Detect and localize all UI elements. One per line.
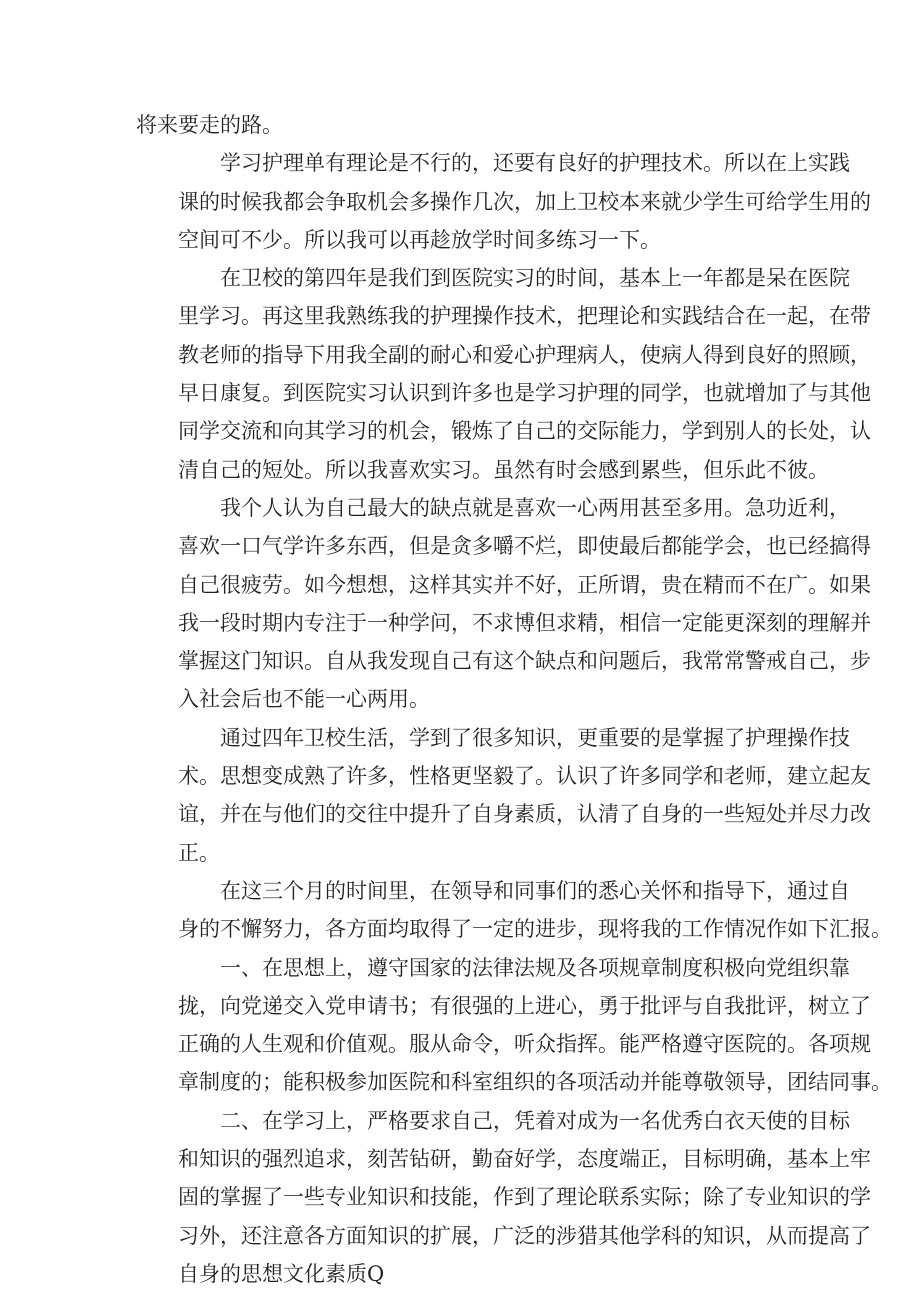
text-line: 同学交流和向其学习的机会，锻炼了自己的交际能力，学到别人的长处，认 bbox=[178, 419, 871, 444]
paragraph bbox=[136, 719, 871, 872]
text-line: 课的时候我都会争取机会多操作几次，加上卫校本来就少学生可给学生用的 bbox=[178, 189, 871, 214]
text-line: 正。 bbox=[178, 840, 220, 865]
text-line: 在卫校的第四年是我们到医院实习的时间，基本上一年都是呆在医院 bbox=[220, 266, 850, 291]
text-line: 固的掌握了一些专业知识和技能，作到了理论联系实际；除了专业知识的学 bbox=[178, 1185, 871, 1210]
text-line: 谊，并在与他们的交往中提升了自身素质，认清了自身的一些短处并尽力改 bbox=[178, 802, 871, 827]
paragraph bbox=[136, 1102, 871, 1293]
text-line: 一、在思想上，遵守国家的法律法规及各项规章制度积极向党组织靠 bbox=[220, 955, 850, 980]
text-line: 自己很疲劳。如今想想，这样其实并不好，正所谓，贵在精而不在广。如果 bbox=[178, 572, 871, 597]
text-line: 拢，向党递交入党申请书；有很强的上进心，勇于批评与自我批评，树立了 bbox=[178, 993, 871, 1018]
text-line: 掌握这门知识。自从我发现自己有这个缺点和问题后，我常常警戒自己，步 bbox=[178, 649, 871, 674]
text-line: 入社会后也不能一心两用。 bbox=[178, 687, 430, 712]
paragraph bbox=[136, 259, 871, 489]
paragraph bbox=[136, 872, 892, 949]
text-line: 喜欢一口气学许多东西，但是贪多嚼不烂，即使最后都能学会，也已经搞得 bbox=[178, 534, 871, 559]
paragraph bbox=[136, 949, 892, 1102]
text-line: 通过四年卫校生活，学到了很多知识，更重要的是掌握了护理操作技 bbox=[220, 725, 850, 750]
text-line: 清自己的短处。所以我喜欢实习。虽然有时会感到累些，但乐此不彼。 bbox=[178, 457, 829, 482]
text-line: 教老师的指导下用我全副的耐心和爱心护理病人，使病人得到良好的照顾， bbox=[178, 342, 871, 367]
text-line: 在这三个月的时间里，在领导和同事们的悉心关怀和指导下，通过自 bbox=[220, 878, 850, 903]
text-line: 我个人认为自己最大的缺点就是喜欢一心两用甚至多用。急功近利， bbox=[220, 495, 850, 520]
text-line: 二、在学习上，严格要求自己，凭着对成为一名优秀白衣天使的目标 bbox=[220, 1108, 850, 1133]
text-line: 章制度的；能积极参加医院和科室组织的各项活动并能尊敬领导，团结同事。 bbox=[178, 1070, 892, 1095]
document-page bbox=[136, 106, 892, 1293]
paragraph bbox=[136, 489, 871, 719]
text-line: 空间可不少。所以我可以再趁放学时间多练习一下。 bbox=[178, 227, 661, 252]
text-line: 和知识的强烈追求，刻苦钻研，勤奋好学，态度端正，目标明确，基本上牢 bbox=[178, 1147, 871, 1172]
text-line: 自身的思想文化素质Q bbox=[178, 1261, 385, 1286]
text-line: 术。思想变成熟了许多，性格更坚毅了。认识了许多同学和老师，建立起友 bbox=[178, 764, 871, 789]
text-line: 我一段时期内专注于一种学问，不求博但求精，相信一定能更深刻的理解并 bbox=[178, 610, 871, 635]
text-line: 正确的人生观和价值观。服从命令，听众指挥。能严格遵守医院的。各项规 bbox=[178, 1032, 871, 1057]
paragraph bbox=[136, 144, 871, 259]
text-line: 习外，还注意各方面知识的扩展，广泛的涉猎其他学科的知识，从而提高了 bbox=[178, 1223, 871, 1248]
text-line: 早日康复。到医院实习认识到许多也是学习护理的同学，也就增加了与其他 bbox=[178, 381, 871, 406]
text-line: 将来要走的路。 bbox=[136, 113, 283, 137]
paragraph bbox=[136, 106, 796, 144]
text-line: 身的不懈努力，各方面均取得了一定的进步，现将我的工作情况作如下汇报。 bbox=[178, 917, 892, 942]
text-line: 里学习。再这里我熟练我的护理操作技术，把理论和实践结合在一起，在带 bbox=[178, 304, 871, 329]
text-line: 学习护理单有理论是不行的，还要有良好的护理技术。所以在上实践 bbox=[220, 151, 850, 176]
